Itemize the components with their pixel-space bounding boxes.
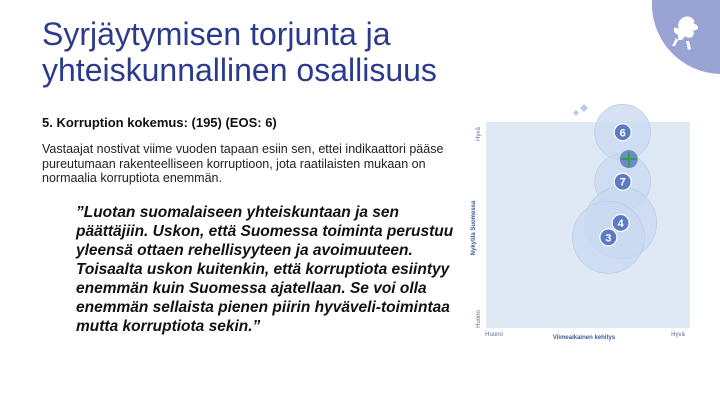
x-tick-right: Hyvä [671, 332, 685, 338]
indicator-description: Vastaajat nostivat viime vuoden tapaan esiin sen, ettei indikaattori pääse pureutumaan rakenteelliseen korruptioon, jota raatilaisten mukaan on normaalia korruptiota enemmän. [42, 142, 444, 185]
highlight-cross-icon [620, 150, 638, 168]
decorative-mark-icon [573, 104, 588, 116]
data-point-7 [614, 173, 631, 190]
data-point-label: 7 [619, 176, 626, 189]
title-line-2: yhteiskunnallinen osallisuus [42, 52, 437, 88]
data-point-label: 3 [605, 232, 612, 245]
y-tick-top: Hyvä [476, 127, 482, 141]
logo-badge [646, 0, 720, 74]
page-title [42, 16, 562, 88]
logo-background [652, 0, 720, 74]
y-axis-label: Nykytila Suomessa [471, 200, 477, 256]
title-line-1: Syrjäytymisen torjunta ja [42, 16, 391, 52]
data-point-4 [612, 214, 629, 231]
y-tick-bottom: Huono [476, 310, 482, 328]
indicator-heading: 5. Korruption kokemus: (195) (EOS: 6) [42, 115, 277, 130]
data-point-6 [614, 124, 631, 141]
x-tick-left: Huono [485, 332, 503, 338]
data-point-label: 4 [617, 217, 624, 230]
data-point-label: 6 [619, 127, 626, 140]
x-axis-label: Viimeaikainen kehitys [552, 335, 616, 341]
data-point-3 [600, 229, 617, 246]
respondent-quote: ”Luotan suomalaiseen yhteiskuntaan ja sen päättäjiin. Uskon, että Suomessa toiminta perustuu yleensä ottaen rehellisyyteen ja avoimuuteen. Toisaalta uskon kuitenkin, että korruptiota esiintyy enemmän kuin Suomessa ajatellaan. Se voi olla enemmän sellaista pienen piirin hyväveli-toimintaa mutta korruptiota sekin.” [76, 204, 454, 335]
indicator-chart [464, 104, 704, 344]
